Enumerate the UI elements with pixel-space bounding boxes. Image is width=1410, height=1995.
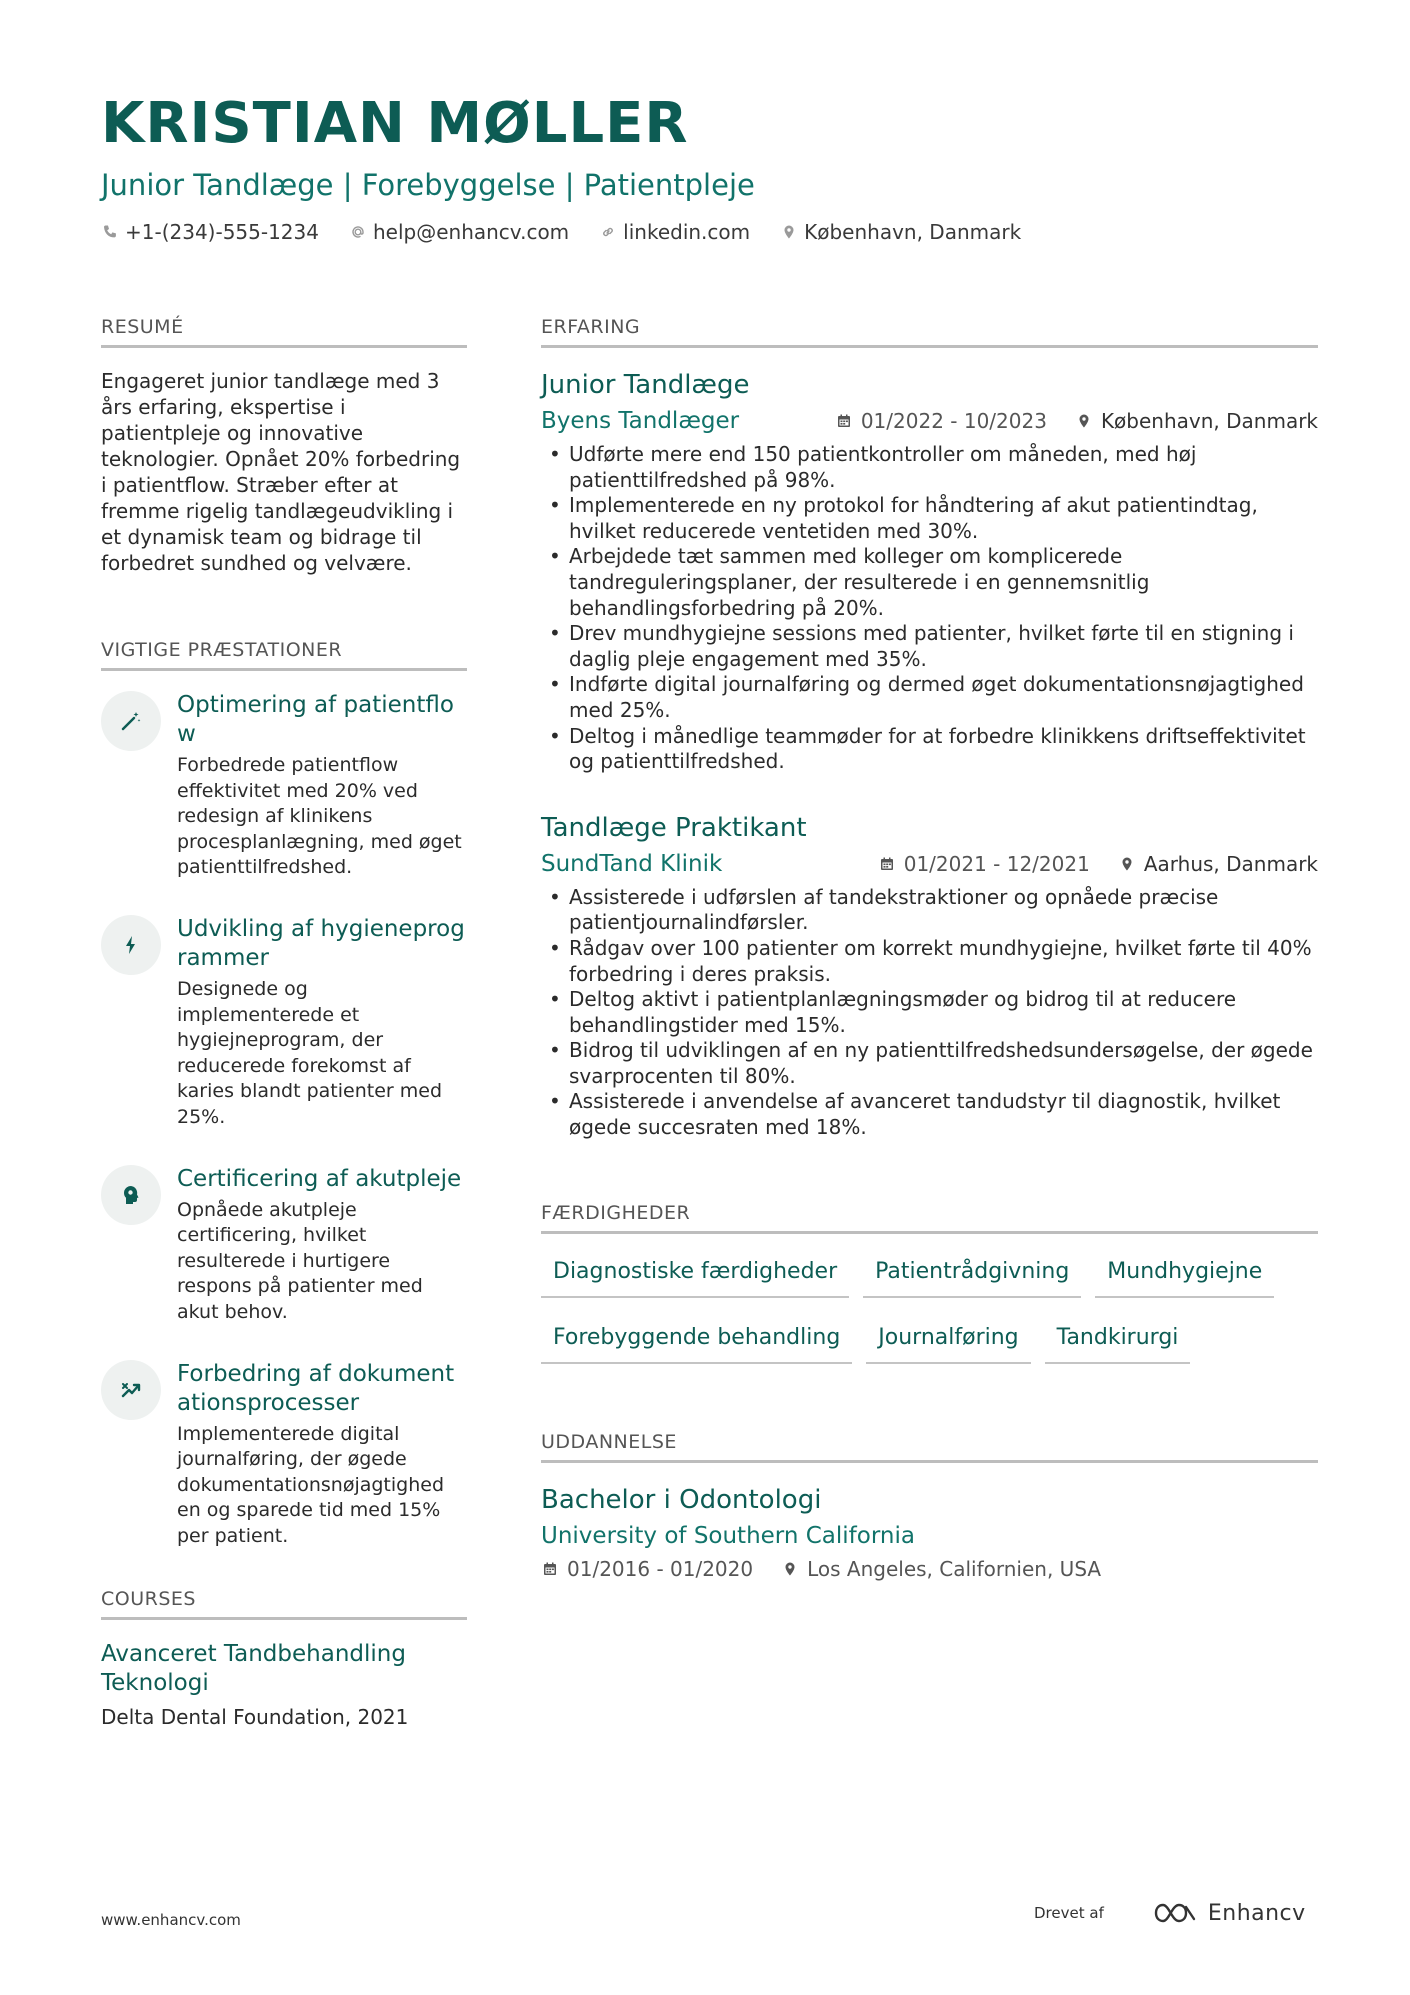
job-location: Aarhus, Danmark (1143, 851, 1318, 876)
location-icon (781, 1560, 799, 1578)
experience-entry (541, 811, 1318, 1141)
job-bullet: • Implementerede en ny protokol for håndtering af akut patientindtag, hvilket reducerede ventetiden med 30%. (541, 493, 1318, 544)
lightning-icon (101, 915, 161, 975)
achievement-title: Certificering af akutpleje (177, 1165, 462, 1192)
job-bullet: • Udførte mere end 150 patientkontroller om måneden, med høj patienttilfredshed på 98%. (541, 442, 1318, 493)
section-heading-experience: ERFARING (541, 315, 1318, 348)
section-heading-skills: FÆRDIGHEDER (541, 1201, 1318, 1234)
achievement-item (101, 915, 467, 1131)
course-title: Avanceret Tandbehandling Teknologi (101, 1641, 406, 1697)
link-icon (599, 223, 617, 241)
job-bullets (541, 885, 1318, 1141)
trend-arrow-icon (101, 1360, 161, 1420)
candidate-title: Junior Tandlæge | Forebyggelse | Patientpleje (101, 168, 755, 202)
skill-tag: Mundhygiejne (1095, 1254, 1274, 1298)
job-bullet: • Bidrog til udviklingen af en ny patienttilfredshedsundersøgelse, der øgede svarprocenten til 80%. (541, 1038, 1318, 1089)
contact-linkedin[interactable] (599, 220, 750, 244)
resume-header (101, 88, 1321, 244)
brand-name: Enhancv (1207, 1900, 1306, 1926)
contact-linkedin-text: linkedin.com (623, 220, 751, 244)
section-heading-courses: COURSES (101, 1587, 467, 1620)
footer-branding (1034, 1900, 1306, 1926)
enhancv-logo[interactable] (1152, 1900, 1306, 1926)
contact-location-text: København, Danmark (804, 220, 1022, 244)
achievement-description: Forbedrede patientflow effektivitet med 20% ved redesign af klinikens procesplanlægning, med øget patienttilfredshed. (177, 754, 462, 879)
job-bullet: • Rådgav over 100 patienter om korrekt mundhygiejne, hvilket førte til 40% forbedring i deres praksis. (541, 936, 1318, 987)
achievement-description: Designede og implementerede et hygiejneprogram, der reducerede forekomst af karies blandt patienter med 25%. (177, 977, 443, 1128)
contact-bar (101, 220, 1321, 244)
achievement-item (101, 691, 467, 881)
company-name: Byens Tandlæger (541, 408, 740, 434)
head-brain-icon (101, 1165, 161, 1225)
job-bullets (541, 442, 1318, 775)
course-provider: Delta Dental Foundation, 2021 (101, 1705, 409, 1730)
job-dates: 01/2021 - 12/2021 (903, 851, 1090, 876)
job-location: København, Danmark (1100, 409, 1318, 433)
contact-email[interactable] (349, 220, 569, 244)
degree-title: Bachelor i Odontologi (541, 1484, 822, 1515)
job-title: Junior Tandlæge (541, 370, 750, 400)
skill-tag: Journalføring (866, 1320, 1030, 1364)
contact-email-text: help@enhancv.com (372, 220, 570, 244)
job-bullet: • Deltog aktivt i patientplanlægningsmøder og bidrog til at reducere behandlingstider med 15%. (541, 987, 1318, 1038)
powered-by-text: Drevet af (1034, 1904, 1104, 1922)
achievement-item (101, 1165, 467, 1326)
skill-tag: Diagnostiske færdigheder (541, 1254, 849, 1298)
education-dates: 01/2016 - 01/2020 (567, 1556, 754, 1581)
left-column (101, 315, 467, 1730)
achievement-description: Opnåede akutpleje certificering, hvilket resulterede i hurtigere respons på patienter med akut behov. (177, 1198, 423, 1323)
experience-entry (541, 368, 1318, 775)
achievement-item (101, 1360, 467, 1550)
contact-phone-text: +1-(234)-555-1234 (125, 220, 319, 244)
candidate-name: KRISTIAN MØLLER (101, 91, 689, 156)
phone-icon (101, 223, 119, 241)
skill-tag: Tandkirurgi (1045, 1320, 1191, 1364)
job-bullet: • Indførte digital journalføring og dermed øget dokumentationsnøjagtighed med 25%. (541, 672, 1318, 723)
job-bullet: • Deltog i månedlige teammøder for at forbedre klinikkens driftseffektivitet og patienttilfredshed. (541, 724, 1318, 775)
section-heading-achievements: VIGTIGE PRÆSTATIONER (101, 638, 467, 671)
calendar-icon (835, 412, 853, 430)
job-bullet: • Arbejdede tæt sammen med kolleger om komplicerede tandreguleringsplaner, der resulterede i en gennemsnitlig behandlingsforbedring på 20%. (541, 544, 1318, 621)
achievement-description: Implementerede digital journalføring, der øgede dokumentationsnøjagtighed en og sparede tid med 15% per patient. (177, 1422, 445, 1547)
location-icon (1118, 855, 1136, 873)
location-icon (1075, 412, 1093, 430)
enhancv-logo-icon (1152, 1900, 1198, 1926)
achievement-title: Udvikling af hygieneprogrammer (177, 915, 465, 971)
school-name: University of Southern California (541, 1522, 915, 1549)
right-column (541, 315, 1318, 1581)
job-title: Tandlæge Praktikant (541, 812, 807, 843)
achievement-title: Forbedring af dokumentationsprocesser (177, 1360, 455, 1416)
job-dates: 01/2022 - 10/2023 (860, 409, 1047, 433)
footer-website[interactable]: www.enhancv.com (101, 1911, 241, 1929)
section-heading-education: UDDANNELSE (541, 1430, 1318, 1463)
contact-location (780, 220, 1021, 244)
achievement-title: Optimering af patientflow (177, 692, 454, 747)
job-bullet: • Assisterede i anvendelse af avanceret tandudstyr til diagnostik, hvilket øgede succesraten med 18%. (541, 1089, 1318, 1140)
skill-tag: Patientrådgivning (863, 1254, 1081, 1298)
contact-phone[interactable] (101, 220, 319, 244)
skills-list (541, 1254, 1318, 1386)
at-icon (349, 223, 367, 241)
job-bullet: • Drev mundhygiejne sessions med patienter, hvilket førte til en stigning i daglig pleje engagement med 35%. (541, 621, 1318, 672)
location-icon (780, 223, 798, 241)
section-heading-summary: RESUMÉ (101, 315, 467, 348)
achievements-list (101, 691, 467, 1549)
education-location: Los Angeles, Californien, USA (807, 1556, 1102, 1581)
company-name: SundTand Klinik (541, 850, 723, 877)
magic-wand-icon (101, 691, 161, 751)
calendar-icon (878, 855, 896, 873)
summary-text: Engageret junior tandlæge med 3 års erfaring, ekspertise i patientpleje og innovative teknologier. Opnået 20% forbedring i patientflow. Stræber efter at fremme rigelig tandlægeudvikling i et dynamisk team og bidrage til forbedret sundhed og velvære. (101, 369, 461, 575)
calendar-icon (541, 1560, 559, 1578)
job-bullet: • Assisterede i udførslen af tandekstraktioner og opnåede præcise patientjournalindførsler. (541, 885, 1318, 936)
skill-tag: Forebyggende behandling (541, 1320, 852, 1364)
